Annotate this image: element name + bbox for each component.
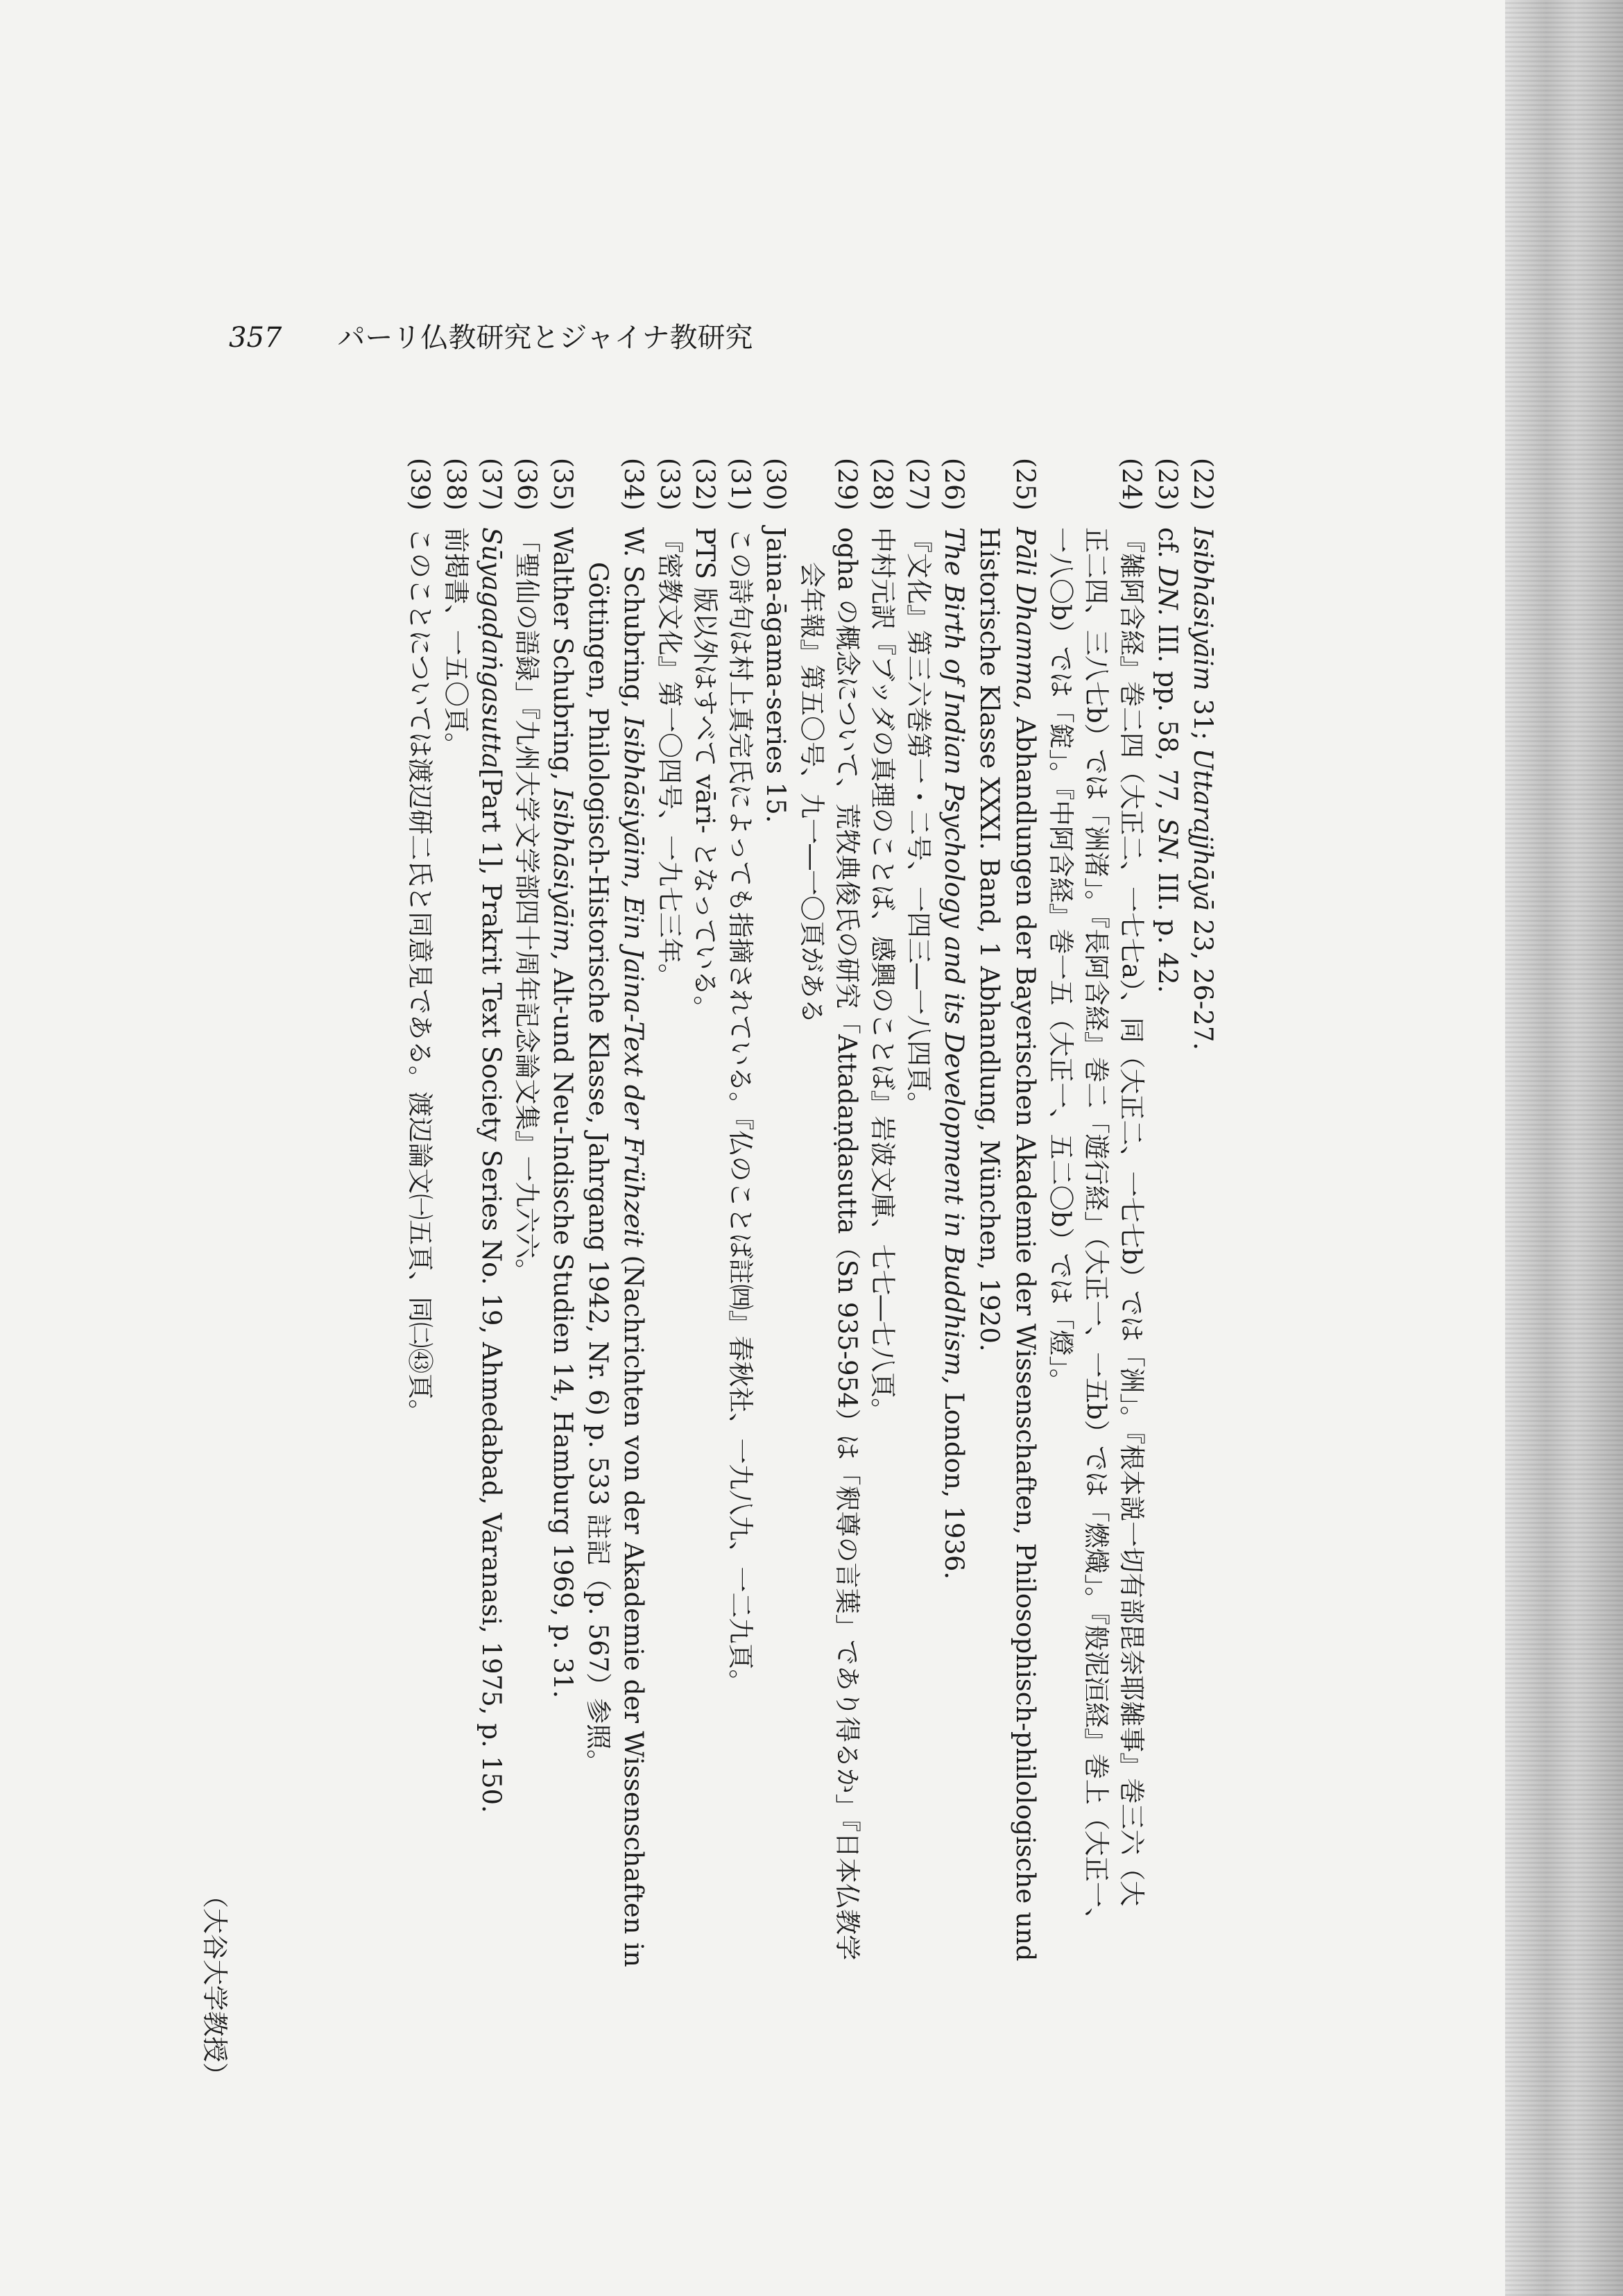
footnote-39: [402, 458, 438, 2088]
footnote-number: (31): [725, 458, 756, 511]
text-run: III. pp. 58, 77,: [1152, 616, 1183, 819]
footnote-text: 前掲書、一五〇頁。: [440, 527, 471, 758]
footnote-37: [474, 458, 509, 2088]
text-run: 23, 26-27.: [1188, 911, 1218, 1051]
author-affiliation: （大谷大学教授）: [200, 1883, 230, 2088]
footnote-number: (22): [1188, 458, 1218, 511]
footnote-text: [1149, 527, 1185, 2088]
footnote-number: (26): [938, 458, 969, 511]
scan-shadow-edge: [1505, 0, 1623, 2296]
footnote-34-line-2: Göttingen, Philologisch-Historische Klasse, Jahrgang 1942, Nr. 6) p. 533 註記（p. 567）参照。: [583, 562, 613, 1776]
text-run: 31;: [1188, 690, 1218, 748]
footnote-27: [900, 458, 936, 2088]
footnote-number: (32): [689, 458, 720, 511]
rotated-text-block: [201, 458, 1221, 2088]
footnote-number: (38): [440, 458, 471, 511]
footnote-number: (36): [512, 458, 542, 511]
footnote-35: [544, 458, 580, 2088]
footnote-number: (35): [547, 458, 578, 511]
footnote-number: (30): [761, 458, 791, 511]
footnote-text: [616, 527, 651, 2088]
footnote-text: この詩句は村上真完氏によっても指摘されている。『仏のことば註㈣』春秋社、一九八九、一二九頁。: [725, 527, 756, 1695]
running-header: [229, 316, 753, 355]
text-run: [Part 1], Prakrit Text Society Series No. 19, Ahmedabad, Varanasi, 1975, p. 150.: [476, 768, 507, 1813]
text-run: Abhandlungen der Bayerischen Akademie der Wissenschaften, Philosophisch-philologische und: [1010, 708, 1040, 1962]
footnote-text: Jaina-āgama-series 15.: [761, 527, 791, 823]
footnote-number: (25): [1010, 458, 1040, 511]
footnote-text: このことについては渡辺研二氏と同意見である。渡辺論文㈠五頁、同㈡㊸頁。: [405, 527, 436, 1425]
text-run: cf.: [1152, 527, 1183, 567]
footnotes-list: [201, 458, 1221, 2088]
title-italic: SN.: [1152, 818, 1183, 865]
page-number: 357: [229, 322, 282, 354]
running-title: パーリ仏教研究とジャイナ教研究: [337, 322, 753, 354]
footnote-number: (23): [1152, 458, 1183, 511]
title-italic: Uttarajjhāyā: [1188, 748, 1218, 911]
footnote-32: [687, 458, 723, 2088]
footnote-number: (28): [868, 458, 898, 511]
footnote-26: [936, 458, 972, 2088]
title-italic: Isibhāsiyāim,: [547, 788, 578, 961]
text-run: III. p. 42.: [1152, 864, 1183, 993]
title-italic: Isibhāsiyāim, Ein Jaina-Text der Frühzeit: [619, 717, 649, 1247]
text-run: (Nachrichten von der Akademie der Wissenschaften in: [619, 1246, 649, 1967]
footnote-22: [1185, 458, 1221, 2088]
footnote-34: [616, 458, 651, 2088]
text-run: Alt-und Neu-Indische Studien 14, Hamburg 1969, p. 31.: [547, 960, 578, 1699]
footnote-text: [1007, 527, 1042, 2088]
footnote-text: 『密教文化』第一〇四号、一九七三年。: [654, 527, 685, 989]
footnote-number: (24): [1117, 458, 1147, 511]
footnote-text: 『雑阿含経』巻二四（大正二、一七七a）、同（大正二、一七七b）では「洲」。『根本説一切有部毘奈耶雑事』巻三六（大: [1117, 527, 1147, 1907]
footnote-text: ogha の概念について、荒牧典俊氏の研究「Attadaṇḍasutta（Sn 935-954）は「釈尊の言葉」であり得るか」『日本仏教学: [832, 527, 863, 1961]
footnote-text: 『文化』第三六巻第一・二号、一四三―一八四頁。: [903, 527, 934, 1117]
footnote-text: [1185, 527, 1221, 2088]
title-italic: Sūyagaḍaṅgasutta: [476, 527, 507, 769]
title-italic: The Birth of Indian Psychology and its Development in Buddhism,: [938, 527, 969, 1385]
footnote-number: (39): [405, 458, 436, 511]
footnote-text: 中村元訳『ブッダの真理のことば、感興のことば』岩波文庫、七七―七八頁。: [868, 527, 898, 1424]
footnote-number: (33): [654, 458, 685, 511]
footnote-number: (27): [903, 458, 934, 511]
footnote-text: [474, 527, 509, 2088]
footnote-23: [1149, 458, 1185, 2088]
footnote-31: [723, 458, 758, 2088]
title-italic: Pāli Dhamma,: [1010, 527, 1040, 709]
footnote-25-line-2: Historische Klasse XXXI. Band, 1 Abhandlung, München, 1920.: [974, 527, 1005, 1352]
footnote-text: [544, 527, 580, 2088]
footnote-text: [936, 527, 972, 2088]
footnote-25: [1007, 458, 1042, 2088]
footnote-36: [509, 458, 544, 2088]
footnote-24: [1114, 458, 1149, 2088]
footnote-29-line-2: 会年報』第五〇号、九一―一〇頁がある: [796, 562, 827, 1024]
text-run: W. Schubring,: [619, 527, 649, 717]
footnote-28: [865, 458, 900, 2088]
text-run: Walther Schubring,: [547, 527, 578, 789]
footnote-24-line-3: 一八〇b）では「錠」。『中阿含経』巻一五（大正一、五二〇b）では「燈」。: [1045, 527, 1076, 1394]
footnote-number: (34): [619, 458, 649, 511]
footnote-33: [651, 458, 687, 2088]
footnote-24-line-2: 正二四、三八七b）では「洲渚」。『長阿含経』巻二「遊行経」（大正一、一五b）では「燃熾」。『般泥洹経』巻上（大正一、: [1081, 527, 1112, 1933]
footnote-38: [438, 458, 473, 2088]
footnote-29: [830, 458, 865, 2088]
footnote-text: 「聖仙の語録」『九州大学文学部四十周年記念論文集』一九六六。: [512, 527, 542, 1285]
text-run: London, 1936.: [938, 1384, 969, 1580]
footnote-text: PTS 版以外はすべて vāri- となっている。: [689, 527, 720, 1022]
title-italic: Isibhāsiyāim: [1188, 527, 1218, 691]
footnote-number: (29): [832, 458, 863, 511]
title-italic: DN.: [1152, 566, 1183, 617]
footnote-30: [758, 458, 793, 2088]
footnote-number: (37): [476, 458, 507, 511]
